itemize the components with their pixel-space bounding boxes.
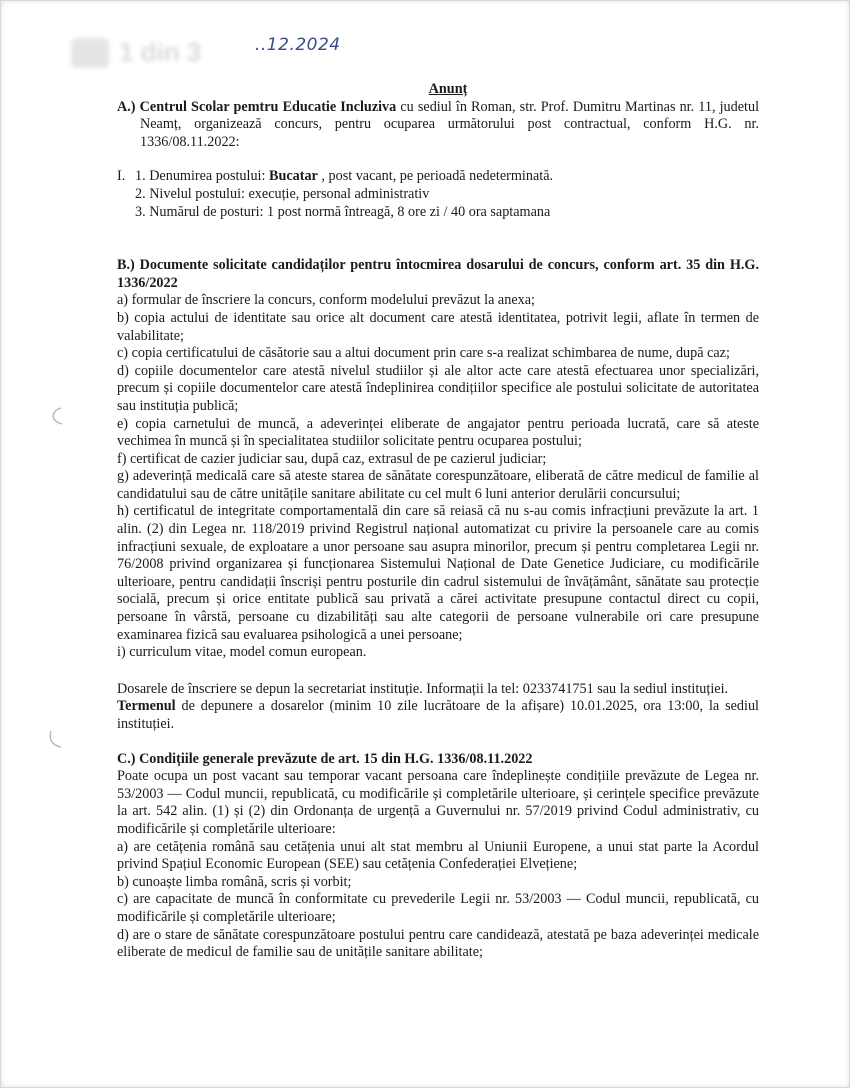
list-item: d) are o stare de sănătate corespunzătoare postului pentru care candidează, atestată pe baza adeverinței medicale eliberate de medicul de familie sau de unitățile sanitare abilitate; [117,926,759,961]
section-a-label: A.) [117,98,136,115]
margin-mark-icon [45,729,63,751]
handwritten-date: ..12.2024 [255,35,341,55]
post-item-1-prefix: 1. Denumirea postului: [135,168,266,185]
page-counter [71,37,201,68]
margin-mark-icon [47,405,65,427]
list-item: h) certificatul de integritate comportamentală din care să reiasă că nu s-au comis infracțiuni prevăzute la art. 1 alin. (2) din Legea nr. 118/2019 privind Registrul național automatizat cu privire la persoanele care au comis infracțiuni sexuale, de exploatare a unor persoane sau asupra minorilor, precum și pentru completarea Legii nr. 76/2008 privind organizarea și funcționarea Sistemului Național de Date Genetice Judiciare, cu modificările ulterioare, pentru candidații înscriși pentru posturile din cadrul sistemului de învățământ, sănătate sau protecție socială, precum și orice entitate publică sau privată a cărei activitate presupune contactul direct cu copii, persoane în vârstă, persoane cu dizabilități sau alte categorii de persoane vulnerabile ori care presupune examinarea fizică sau evaluarea psihologică a unei persoane; [117,503,759,643]
list-item: f) certificat de cazier judiciar sau, după caz, extrasul de pe cazierul judiciar; [117,450,547,467]
section-b-heading: B.) Documente solicitate candidaților pentru întocmirea dosarului de concurs, conform art. 35 din H.G. 1336/2022 [117,257,759,291]
post-details [117,168,759,221]
section-a [117,99,759,152]
page-counter-text: 1 din 3 [119,37,202,67]
list-item: c) copia certificatului de căsătorie sau a altui document prin care s-a realizat schimbarea de nume, după caz; [117,345,730,362]
list-item: b) cunoaște limba română, scris și vorbit; [117,873,352,890]
post-item-2: 2. Nivelul postului: execuție, personal administrativ [135,185,430,202]
list-item: b) copia actului de identitate sau orice alt document care atestă identitatea, potrivit legii, aflate în termen de valabilitate; [117,309,759,344]
roman-numeral: I. [117,168,126,185]
deadline-label: Termenul [117,698,176,715]
post-item-1-suffix: , post vacant, pe perioadă nedeterminată. [321,168,554,185]
submission-info [117,681,759,734]
deadline-text [117,698,759,733]
post-item-3: 3. Numărul de posturi: 1 post normă întreagă, 8 ore zi / 40 ora saptamana [135,203,551,220]
institution-name: Centrul Scolar pemtru Educatie Incluziva [139,98,397,115]
list-item: c) are capacitate de muncă în conformitate cu prevederile Legii nr. 53/2003 — Codul muncii, republicată, cu modificările și completările ulterioare; [117,891,759,925]
section-a-paragraph [117,99,759,152]
list-item: a) formular de înscriere la concurs, conform modelului prevăzut la anexa; [117,292,535,309]
list-item: e) copia carnetului de muncă, a adeverinței eliberate de angajator pentru perioada lucrată, care să ateste vechimea în muncă și în specialitatea studiilor solicitate pentru ocuparea postului; [117,415,759,450]
list-item: i) curriculum vitae, model comun european. [117,644,367,661]
list-item: g) adeverință medicală care să ateste starea de sănătate corespunzătoare, eliberată de către medicul de familie al candidatului sau de către unitățile sanitare abilitate cu cel mult 6 luni anterior derulării concursului; [117,468,759,502]
section-a-text: cu sediul în Roman, str. Prof. Dumitru Martinas nr. 11, judetul Neamț, organizează concurs, pentru ocuparea următorului post contractual, conform H.G. nr. 1336/08.11.2022: [140,98,760,150]
post-item-1 [117,168,759,186]
section-b [117,257,759,662]
section-c [117,751,759,962]
post-name: Bucatar [268,168,318,185]
list-item: d) copiile documentelor care atestă nivelul studiilor și ale altor acte care atestă efectuarea unor specializări, precum și copiile documentelor care atestă îndeplinirea condițiilor specifice ale postului solicitate de autoritatea sau instituția publică; [117,362,759,414]
list-item: a) are cetățenia română sau cetățenia unui alt stat membru al Uniunii Europene, a unui stat parte la Acordul privind Spațiul Economic European (SEE) sau cetățenia Confederației Elvețiene; [117,838,759,873]
page-title: Anunț [428,81,468,97]
section-c-heading: C.) Condițiile generale prevăzute de art. 15 din H.G. 1336/08.11.2022 [117,750,533,767]
announcement-body [117,81,759,962]
page-icon [71,38,109,68]
section-c-intro: Poate ocupa un post vacant sau temporar vacant persoana care îndeplinește condițiile prevăzute de Legea nr. 53/2003 — Codul muncii, republicată, cu modificările și completările ulterioare, și cerințele specifice prevăzute la art. 542 alin. (1) și (2) din Ordonanța de urgență a Guvernului nr. 57/2019 privind Codul administrativ, cu modificările și completările ulterioare: [117,768,759,837]
submission-text: Dosarele de înscriere se depun la secretariat instituție. Informații la tel: 0233741751 sau la sediul instituției. [117,680,729,697]
deadline-detail: de depunere a dosarelor (minim 10 zile lucrătoare de la afișare) 10.01.2025, ora 13:00, la sediul instituției. [117,698,759,732]
